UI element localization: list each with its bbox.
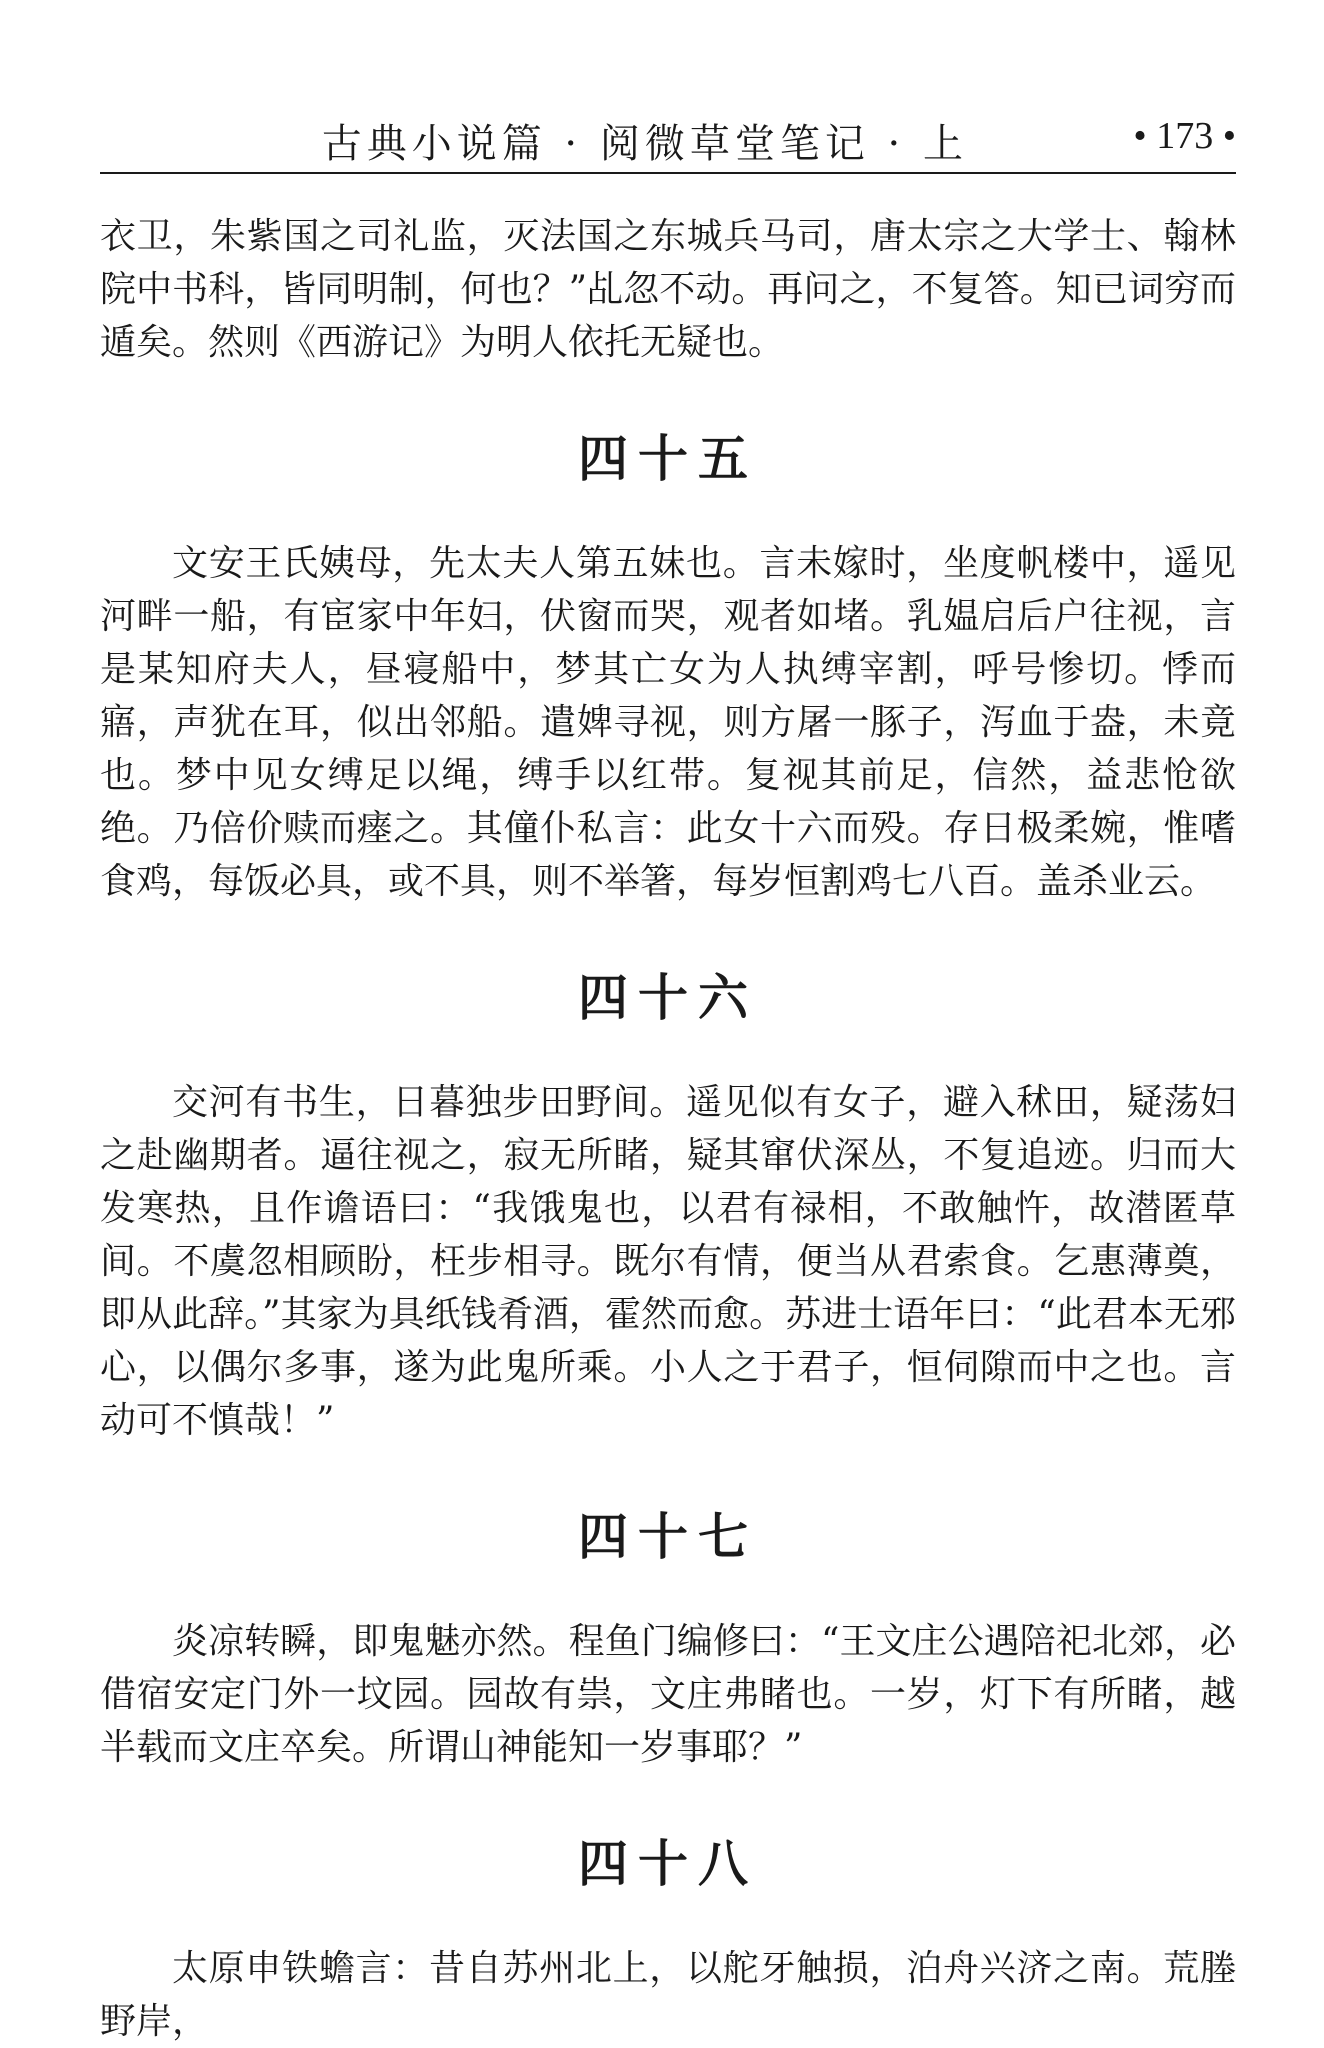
- section-heading-45: 四十五: [578, 430, 758, 488]
- section-heading-48: 四十八: [578, 1835, 758, 1893]
- page-body: [100, 210, 1236, 2048]
- page-number: • 173 •: [1133, 115, 1236, 157]
- running-header: [100, 108, 1236, 174]
- continued-paragraph: 衣卫，朱紫国之司礼监，灭法国之东城兵马司，唐太宗之大学士、翰林院中书科，皆同明制，何也？”乩忽不动。再问之，不复答。知已词穷而遁矣。然则《西游记》为明人依托无疑也。: [100, 216, 1236, 363]
- book-title: 古典小说篇 · 阅微草堂笔记 · 上: [321, 121, 968, 167]
- section-paragraph-48: 太原申铁蟾言：昔自苏州北上，以舵牙触损，泊舟兴济之南。荒塍野岸，: [100, 1948, 1236, 2042]
- section-paragraph-45: 文安王氏姨母，先太夫人第五妹也。言未嫁时，坐度帆楼中，遥见河畔一船，有宦家中年妇，伏窗而哭，观者如堵。乳媪启后户往视，言是某知府夫人，昼寝船中，梦其亡女为人执缚宰割，呼号惨切。悸而寤，声犹在耳，似出邻船。遣婢寻视，则方屠一豚子，泻血于盎，未竟也。梦中见女缚足以绳，缚手以红带。复视其前足，信然，益悲怆欲绝。乃倍价赎而瘗之。其僮仆私言：此女十六而殁。存日极柔婉，惟嗜食鸡，每饭必具，或不具，则不举箸，每岁恒割鸡七八百。盖杀业云。: [100, 543, 1236, 902]
- section-heading-46: 四十六: [578, 969, 758, 1027]
- section-paragraph-47: 炎凉转瞬，即鬼魅亦然。程鱼门编修曰：“王文庄公遇陪祀北郊，必借宿安定门外一坟园。园故有祟，文庄弗睹也。一岁，灯下有所睹，越半载而文庄卒矣。所谓山神能知一岁事耶？”: [100, 1621, 1236, 1768]
- section-paragraph-46: 交河有书生，日暮独步田野间。遥见似有女子，避入秫田，疑荡妇之赴幽期者。逼往视之，寂无所睹，疑其窜伏深丛，不复追迹。归而大发寒热，且作谵语曰：“我饿鬼也，以君有禄相，不敢触忤，故潜匿草间。不虞忽相顾盼，枉步相寻。既尔有情，便当从君索食。乞惠薄奠，即从此辞。”其家为具纸钱肴酒，霍然而愈。苏进士语年曰：“此君本无邪心，以偶尔多事，遂为此鬼所乘。小人之于君子，恒伺隙而中之也。言动可不慎哉！”: [100, 1082, 1236, 1441]
- section-heading-47: 四十七: [578, 1508, 758, 1566]
